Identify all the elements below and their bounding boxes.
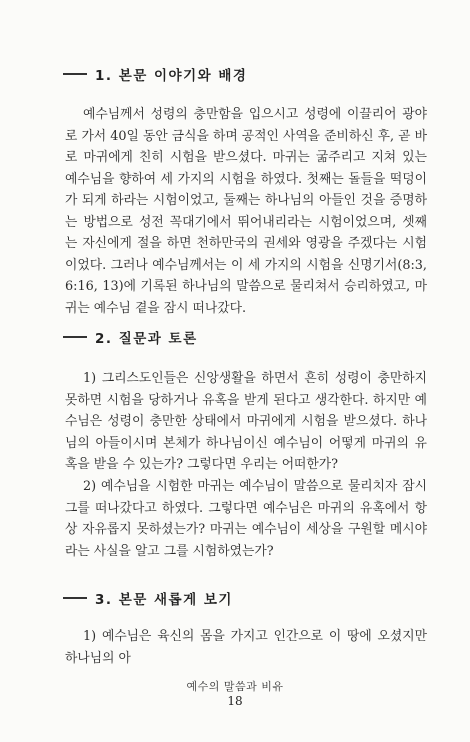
- heading-rule: [63, 336, 87, 338]
- footer-book-title: 예수의 말씀과 비유: [186, 680, 284, 693]
- heading-rule: [63, 597, 87, 599]
- section-1-title: 1. 본문 이야기와 배경: [95, 68, 248, 84]
- section-2-heading: [63, 327, 198, 347]
- section-3-paragraph: 1) 예수님은 육신의 몸을 가지고 인간으로 이 땅에 오셨지만 하나님의 아: [65, 629, 427, 666]
- heading-rule: [63, 73, 87, 75]
- section-2-title: 2. 질문과 토론: [95, 331, 198, 347]
- section-3-title: 3. 본문 새롭게 보기: [95, 592, 233, 608]
- section-1-heading: [63, 64, 247, 84]
- page-number: 18: [227, 694, 243, 708]
- section-1-paragraph: 예수님께서 성령의 충만함을 입으시고 성령에 이끌리어 광야로 가서 40일 동안 금식을 하며 공적인 사역을 준비하신 후, 곧 바로 마귀에게 친히 시험을 받으셨다. 마귀는 굶주리고 지쳐 있는 예수님을 향하여 세 가지의 시험을 하였다. 첫째는 돌들을 떡덩이가 되게 하라는 시험이었고, 둘째는 하나님의 아들인 것을 증명하는 방법으로 성전 꼭대기에서 뛰어내리라는 시험이었으며, 셋째는 자신에게 절을 하면 천하만국의 권세와 영광을 주겠다는 시험이었다. 그러나 예수님께서는 이 세 가지의 시험을 신명기서(8:3, 6:16, 13)에 기록된 하나님의 말씀으로 물리쳐서 승리하였고, 마귀는 예수님 곁을 잠시 떠나갔다.: [65, 107, 427, 316]
- section-2-question-2: 2) 예수님을 시험한 마귀는 예수님이 말씀으로 물리치자 잠시 그를 떠나갔다고 하였다. 그렇다면 예수님은 마귀의 유혹에서 항상 자유롭지 못하셨는가? 마귀는 예수님이 세상을 구원할 메시야라는 사실을 알고 그를 시험하였는가?: [65, 479, 427, 559]
- section-2-question-1: 1) 그리스도인들은 신앙생활을 하면서 흔히 성령이 충만하지 못하면 시험을 당하거나 유혹을 받게 된다고 생각한다. 하지만 예수님은 성령이 충만한 상태에서 마귀에게 시험을 받으셨다. 하나님의 아들이시며 본체가 하나님이신 예수님이 어떻게 마귀의 유혹을 받을 수 있는가? 그렇다면 우리는 어떠한가?: [65, 371, 427, 472]
- section-3-heading: [63, 588, 233, 608]
